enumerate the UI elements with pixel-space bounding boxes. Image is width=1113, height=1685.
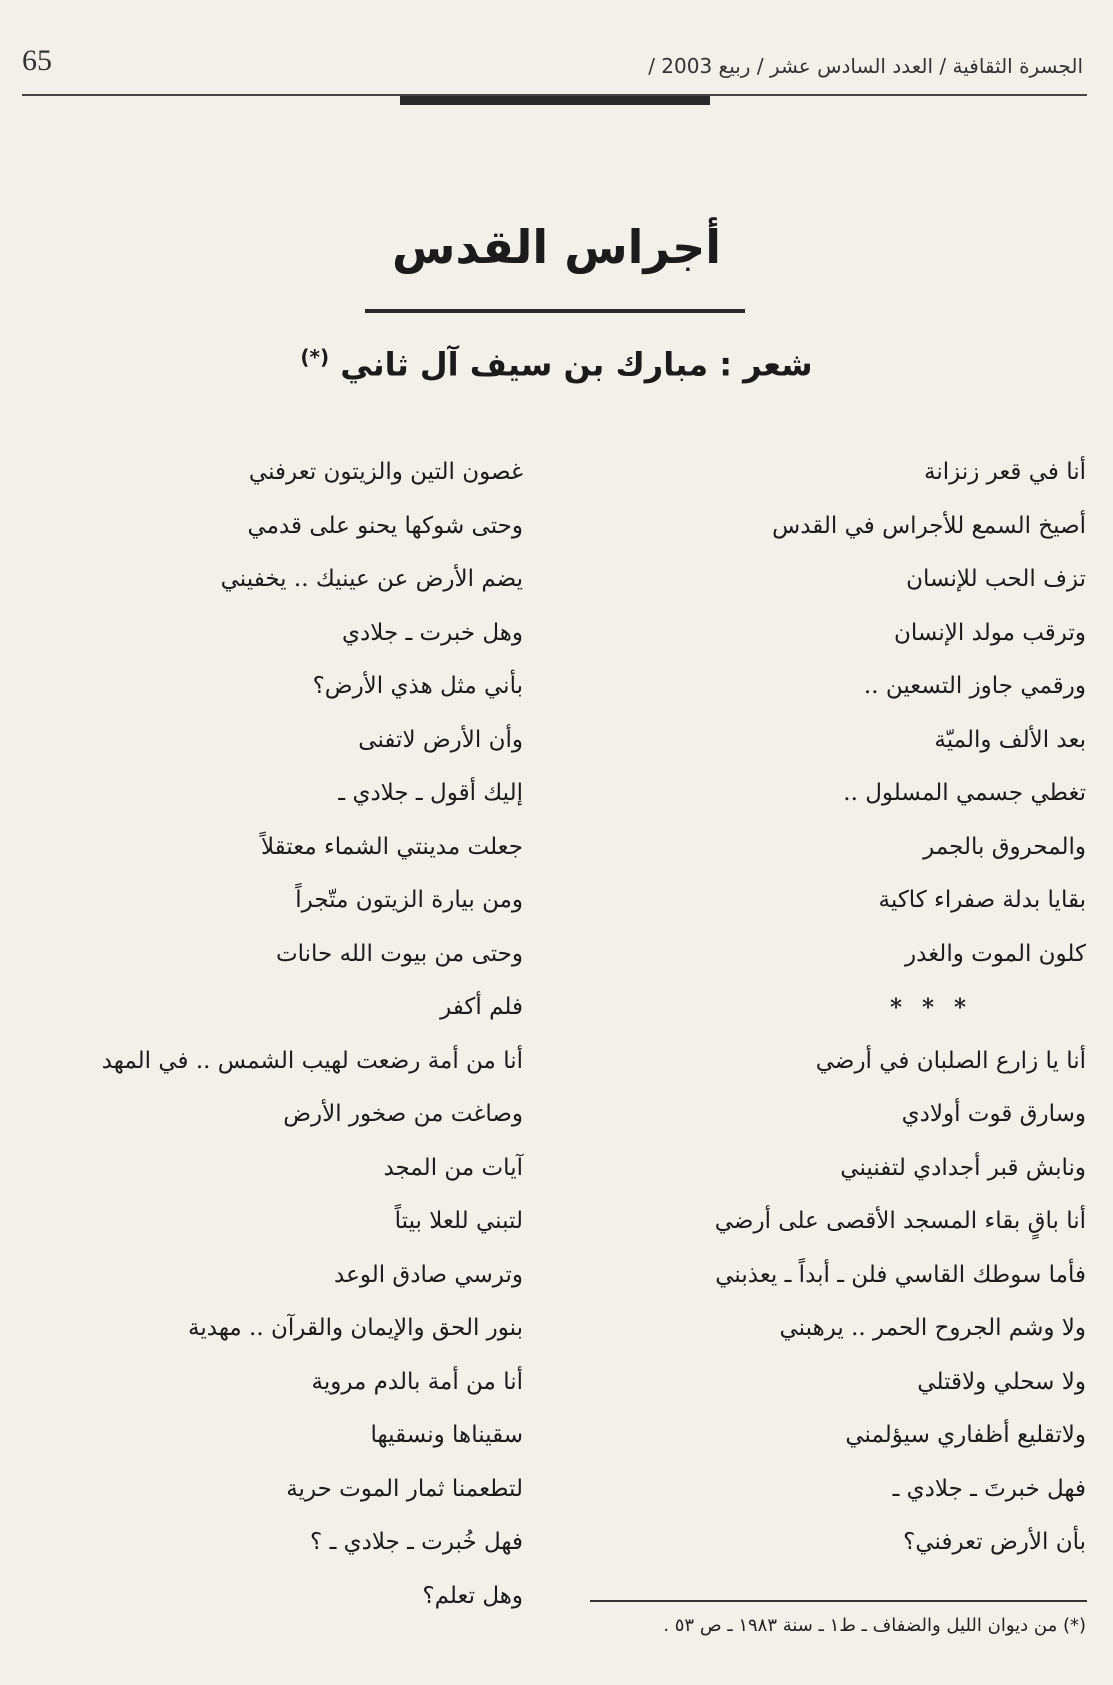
poem-line: إليك أقول ـ جلادي ـ [338, 780, 523, 806]
poem-line: ونابش قبر أجدادي لتفنيني [840, 1154, 1086, 1181]
poem-line: بعد الألف والميّة [934, 726, 1086, 753]
footnote-marker: (*) [300, 345, 330, 369]
poem-line: أنا يا زارع الصلبان في أرضي [815, 1047, 1086, 1074]
running-header [22, 38, 1087, 78]
header-accent-bar [400, 96, 710, 105]
poem-line: ورقمي جاوز التسعين .. [863, 673, 1086, 699]
poem-line: ولا سحلي ولاقتلي [917, 1368, 1086, 1395]
poem-line: ولا وشم الجروح الحمر .. يرهبني [779, 1315, 1086, 1341]
poem-line: ومن بيارة الزيتون متّجراً [295, 887, 523, 913]
poem-line: جعلت مدينتي الشماء معتقلاً [260, 833, 523, 860]
poem-title: أجراس القدس [392, 220, 721, 274]
poem-line: وأن الأرض لاتفنى [358, 726, 523, 753]
poem-line: آيات من المجد [383, 1154, 523, 1181]
poem-line: وهل خبرت ـ جلادي [341, 619, 523, 646]
footnote-rule [590, 1600, 1087, 1602]
poem-line: وحتى من بيوت الله حانات [275, 940, 523, 967]
poem-line: يضم الأرض عن عينيك .. يخفيني [220, 566, 523, 592]
poem-line: وترقب مولد الإنسان [893, 619, 1086, 646]
poem-line: فهل خبرتَ ـ جلادي ـ [892, 1475, 1086, 1502]
poem-line: وسارق قوت أولادي [901, 1101, 1086, 1127]
poem-line: فأما سوطك القاسي فلن ـ أبداً ـ يعذبني [715, 1261, 1086, 1288]
footnote: (*) من ديوان الليل والضفاف ـ ط١ ـ سنة ١٩٨٣ ـ ص ٥٣ . [663, 1615, 1086, 1636]
poem-line: تغطي جسمي المسلول .. [843, 780, 1086, 806]
poem-line: لتطعمنا ثمار الموت حرية [286, 1475, 523, 1502]
poem-line: غصون التين والزيتون تعرفني [248, 459, 523, 485]
poem-line: لتبني للعلا بيتاً [394, 1208, 523, 1234]
poem-line: بنور الحق والإيمان والقرآن .. مهدية [188, 1315, 523, 1341]
poem-line: وهل تعلم؟ [422, 1582, 523, 1609]
poem-line: بأني مثل هذي الأرض؟ [312, 673, 523, 699]
poem-line: أنا باقٍ بقاء المسجد الأقصى على أرضي [714, 1208, 1086, 1234]
poem-line: أنا من أمة بالدم مروية [311, 1368, 523, 1395]
author-name: شعر : مبارك بن سيف آل ثاني [340, 345, 813, 384]
poem-line: فلم أكفر [440, 994, 523, 1020]
poem-line: بقايا بدلة صفراء كاكية [878, 887, 1086, 913]
poem-line: وحتى شوكها يحنو على قدمي [247, 512, 523, 539]
poem-line: كلون الموت والغدر [905, 940, 1086, 967]
poem-line: بأن الأرض تعرفني؟ [903, 1529, 1086, 1555]
page-number: 65 [22, 44, 52, 77]
poem-line: أنا في قعر زنزانة [924, 459, 1086, 485]
poem-line: أنا من أمة رضعت لهيب الشمس .. في المهد [101, 1047, 523, 1074]
poem-line: سقيناها ونسقيها [370, 1422, 523, 1448]
journal-info: الجسرة الثقافية / العدد السادس عشر / ربيع 2003 / [648, 54, 1083, 78]
poem-line: ولاتقليع أظفاري سيؤلمني [845, 1422, 1086, 1448]
title-rule [365, 309, 745, 313]
poem-line: وترسي صادق الوعد [334, 1261, 523, 1288]
poem-column-right [616, 446, 1086, 1570]
poem-line: والمحروق بالجمر [923, 833, 1086, 860]
poem-line: وصاغت من صخور الأرض [283, 1101, 523, 1127]
poem-line: فهل خُبرت ـ جلادي ـ ؟ [310, 1529, 523, 1555]
poem-column-left [53, 446, 523, 1623]
stanza-separator: * * * [889, 994, 973, 1021]
poem-line: أصيخ السمع للأجراس في القدس [772, 512, 1086, 539]
poem-line: تزف الحب للإنسان [906, 566, 1086, 592]
author-byline [0, 345, 1113, 384]
